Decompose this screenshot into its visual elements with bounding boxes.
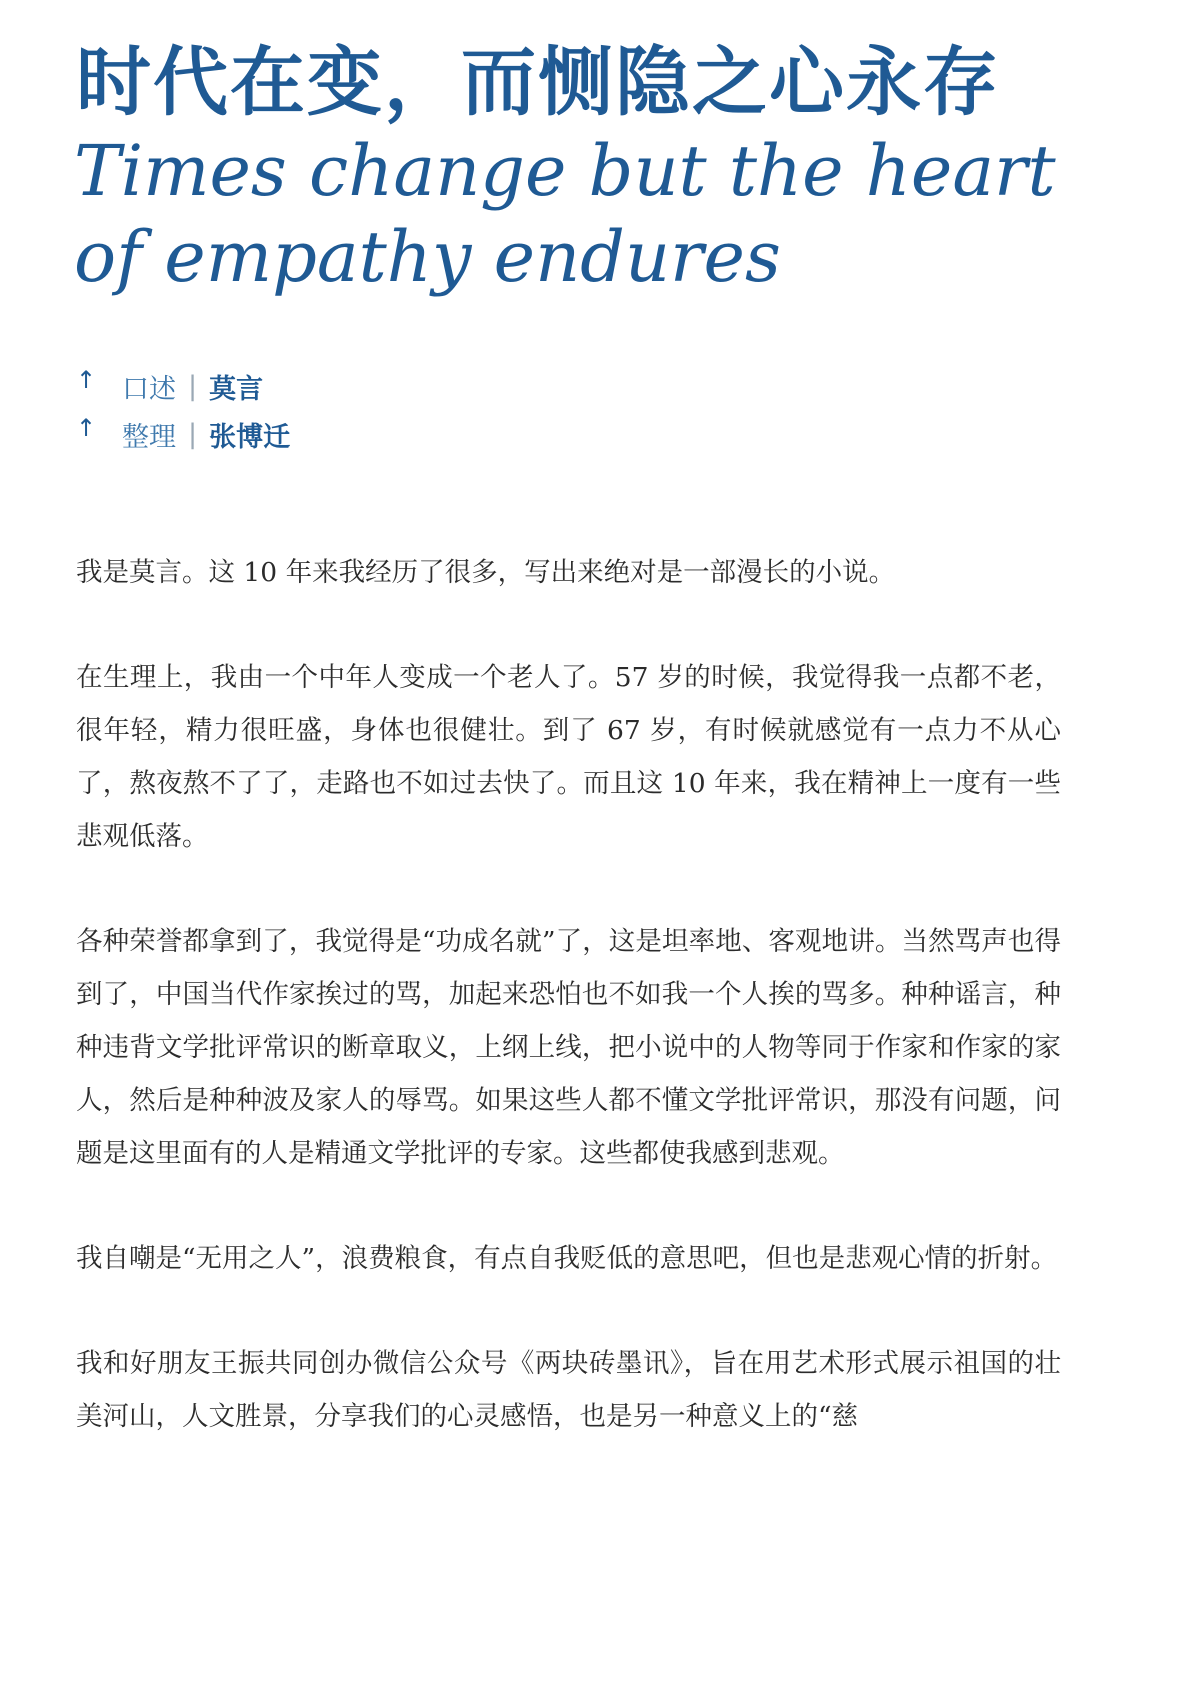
paragraph: 各种荣誉都拿到了，我觉得是“功成名就”了，这是坦率地、客观地讲。当然骂声也得到了，中国当代作家挨过的骂，加起来恐怕也不如我一个人挨的骂多。种种谣言，种种违背文学批评常识的断章取义，上纲上线，把小说中的人物等同于作家和作家的家人，然后是种种波及家人的辱骂。如果这些人都不懂文学批评常识，那没有问题，问题是这里面有的人是精通文学批评的专家。这些都使我感到悲观。 — [76, 926, 1061, 1169]
credit-role: 整理 — [122, 421, 176, 453]
credit-separator: | — [188, 370, 198, 402]
article-credits — [76, 362, 676, 458]
paragraph: 我是莫言。这 10 年来我经历了很多，写出来绝对是一部漫长的小说。 — [76, 557, 896, 588]
paragraph: 在生理上，我由一个中年人变成一个老人了。57 岁的时候，我觉得我一点都不老，很年轻，精力很旺盛，身体也很健壮。到了 67 岁，有时候就感觉有一点力不从心了，熬夜熬不了了，走路也不如过去快了。而且这 10 年来，我在精神上一度有一些悲观低落。 — [76, 662, 1061, 852]
credit-editor — [76, 410, 676, 458]
paragraph: 我和好朋友王振共同创办微信公众号《两块砖墨讯》，旨在用艺术形式展示祖国的壮美河山，人文胜景，分享我们的心灵感悟，也是另一种意义上的“慈 — [76, 1348, 1061, 1432]
arrow-up-icon: ↑ — [76, 414, 97, 442]
article-title-chinese: 时代在变，而恻隐之心永存 — [76, 38, 1001, 126]
credit-name: 莫言 — [209, 373, 264, 405]
credit-name: 张博迁 — [209, 421, 291, 453]
article-title-english: Times change but the heart of empathy endures — [74, 130, 1056, 298]
credit-separator: | — [188, 418, 198, 450]
credit-narrator — [76, 362, 676, 410]
credit-role: 口述 — [122, 373, 176, 405]
arrow-up-icon: ↑ — [76, 366, 97, 394]
paragraph: 我自嘲是“无用之人”，浪费粮食，有点自我贬低的意思吧，但也是悲观心情的折射。 — [76, 1243, 1058, 1274]
article-body — [76, 546, 1061, 1495]
